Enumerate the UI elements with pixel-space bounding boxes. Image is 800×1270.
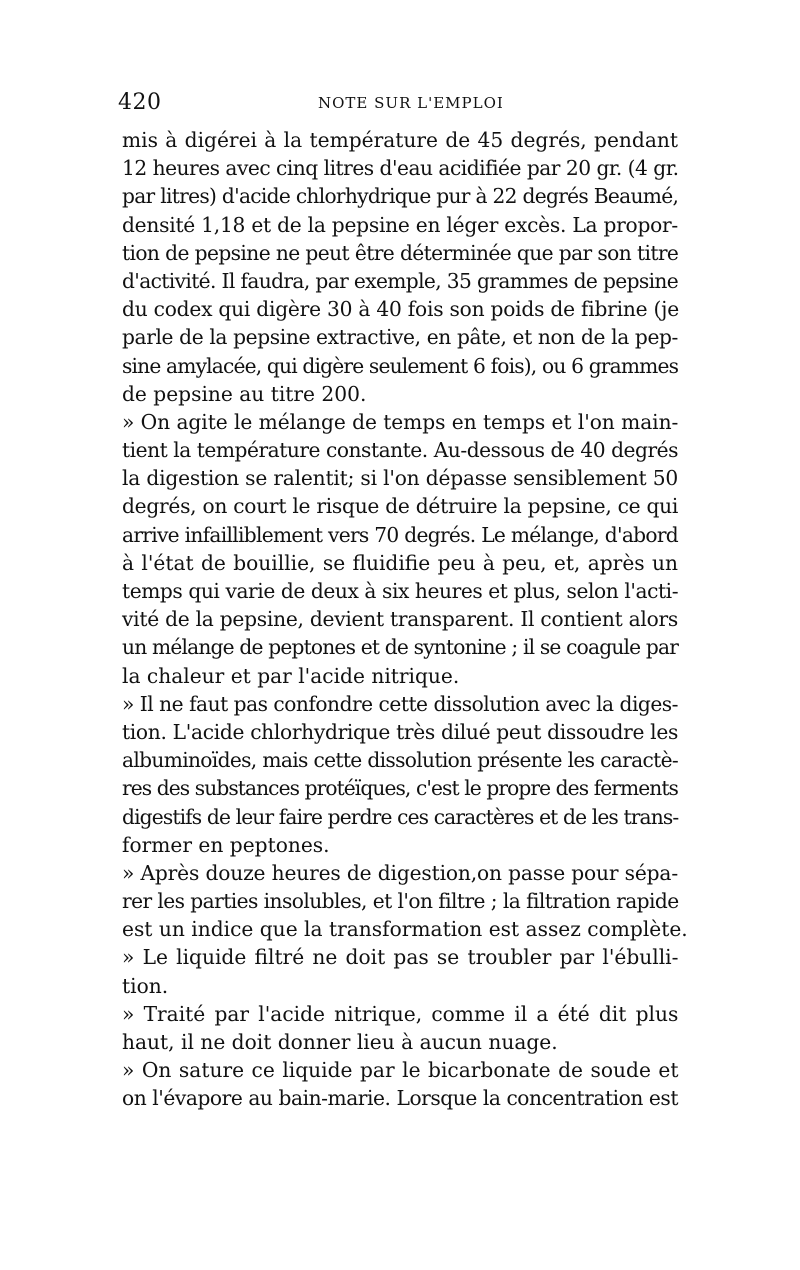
text-line: » On sature ce liquide par le bicarbonate de soude et [122,1058,679,1083]
text-line: parle de la pepsine extractive, en pâte, et non de la pep- [122,325,678,350]
text-line: tion. L'acide chlorhydrique très dilué peut dissoudre les [122,719,678,744]
text-line: tient la température constante. Au-dessous de 40 degrés [122,438,678,463]
text-line: de pepsine au titre 200. [122,381,367,406]
text-line: res des substances protéïques, c'est le propre des ferments [122,776,678,801]
text-line: » On agite le mélange de temps en temps et l'on main- [122,409,679,434]
text-line: » Après douze heures de digestion,on passe pour sépa- [122,860,678,885]
text-line: par litres) d'acide chlorhydrique pur à 22 degrés Beaumé, [122,184,679,209]
text-line: digestifs de leur faire perdre ces caractères et de les trans- [122,804,679,829]
text-line: sine amylacée, qui digère seulement 6 fois), ou 6 grammes [122,353,679,378]
text-line: » Il ne faut pas confondre cette dissolution avec la diges- [122,691,678,716]
text-line: arrive infailliblement vers 70 degrés. Le mélange, d'abord [122,522,678,547]
text-line: un mélange de peptones et de syntonine ; il se coagule par [122,635,679,660]
text-line: haut, il ne doit donner lieu à aucun nuage. [122,1030,558,1054]
text-line: densité 1,18 et de la pepsine en léger excès. La propor- [122,212,678,237]
page-header [118,90,678,118]
text-line: à l'état de bouillie, se fluidifie peu à peu, et, après un [122,550,678,575]
text-line: former en peptones. [122,832,330,857]
text-line: tion de pepsine ne peut être déterminée que par son titre [122,240,679,265]
text-line: » Traité par l'acide nitrique, comme il a été dit plus [122,1001,679,1026]
text-line: d'activité. Il faudra, par exemple, 35 grammes de pepsine [122,268,679,293]
running-head: NOTE SUR L'EMPLOI [318,94,504,112]
text-line: on l'évapore au bain-marie. Lorsque la concentration est [122,1086,678,1111]
text-line: » Le liquide filtré ne doit pas se troubler par l'ébulli- [122,945,679,970]
text-line: albuminoïdes, mais cette dissolution présente les caractè- [122,748,678,773]
text-line: la digestion se ralentit; si l'on dépasse sensiblement 50 [122,466,678,491]
text-line: la chaleur et par l'acide nitrique. [122,663,460,688]
text-line: 12 heures avec cinq litres d'eau acidifiée par 20 gr. (4 gr. [122,156,679,181]
text-line: vité de la pepsine, devient transparent. Il contient alors [122,607,678,632]
text-line: temps qui varie de deux à six heures et plus, selon l'acti- [122,579,679,603]
text-line: degrés, on court le risque de détruire la pepsine, ce qui [122,494,679,519]
text-line: tion. [122,973,169,998]
body-text [122,126,688,1113]
text-line: rer les parties insolubles, et l'on filtre ; la filtration rapide [122,889,679,914]
text-line: est un indice que la transformation est assez complète. [122,917,688,942]
page-number: 420 [118,90,162,115]
text-line: du codex qui digère 30 à 40 fois son poids de fibrine (je [122,297,679,322]
text-line: mis à digérei à la température de 45 degrés, pendant [122,128,678,152]
